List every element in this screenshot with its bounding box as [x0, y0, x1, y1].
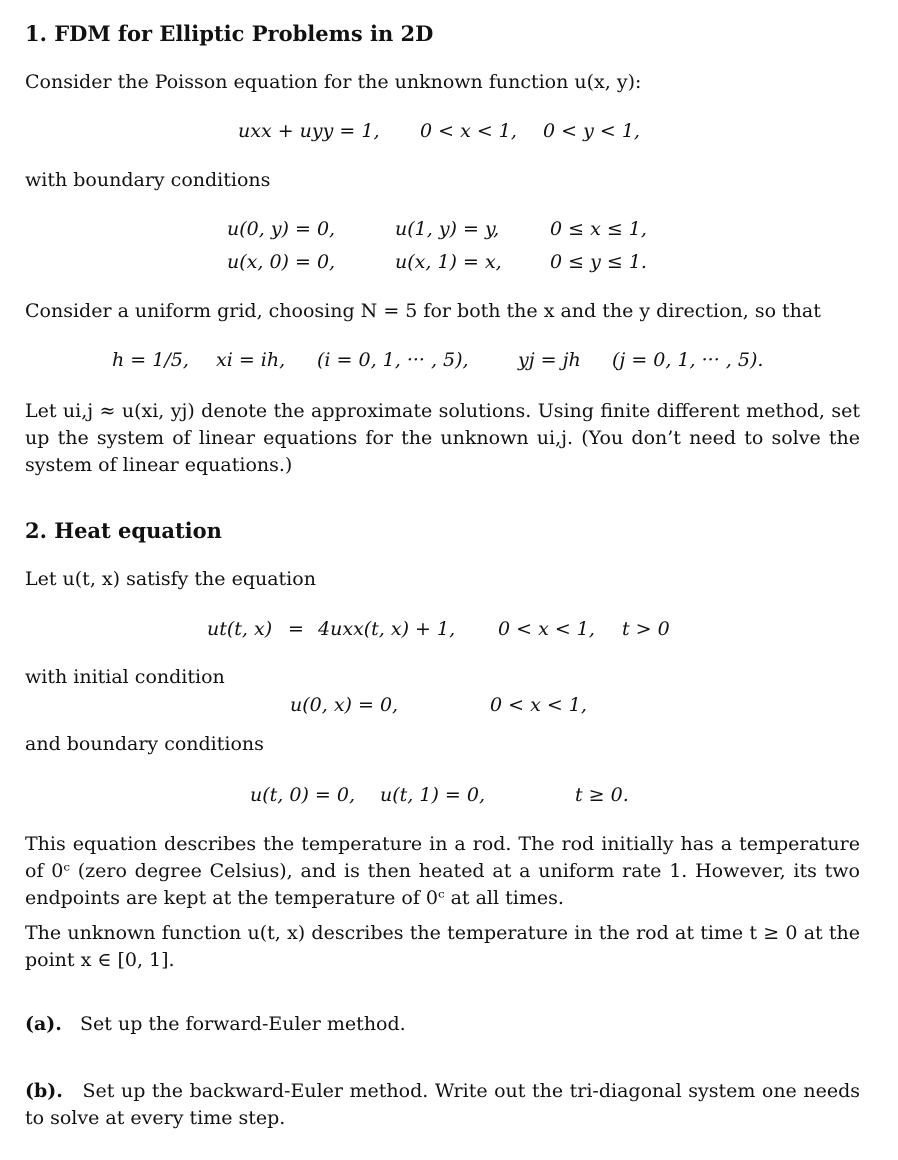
rod-description: This equation describes the temperature in a rod. The rod initially has a temperature of 0ᶜ (zero degree Celsius), and is then heated at a uniform rate 1. However, its two endpoints are kept at the temperature of 0ᶜ at all times. [25, 833, 860, 909]
bc-right-eq: u(1, y) = y, [395, 218, 500, 240]
grid-i-range: (i = 0, 1, ··· , 5), [317, 349, 469, 371]
bc-top-eq: u(x, 1) = x, [395, 251, 502, 273]
heat-eq-range-x: 0 < x < 1, [498, 618, 595, 640]
section-1-intro: Consider the Poisson equation for the unknown function u(x, y): [25, 71, 642, 93]
heat-eq-equals: = [288, 618, 304, 640]
bc-right: u(t, 1) = 0, [380, 784, 485, 806]
poisson-range-x: 0 < x < 1, [420, 120, 517, 142]
grid-step: h = 1/5, [112, 349, 189, 371]
section-2-bc-label: and boundary conditions [25, 733, 264, 755]
part-b-text: Set up the backward-Euler method. Write out the tri-diagonal system one needs to solve at every time step. [25, 1080, 860, 1129]
section-1-heading: 1. FDM for Elliptic Problems in 2D [25, 21, 434, 46]
heat-eq-rhs: 4uxx(t, x) + 1, [318, 618, 456, 640]
poisson-range-y: 0 < y < 1, [543, 120, 640, 142]
section-2-intro: Let u(t, x) satisfy the equation [25, 568, 316, 590]
bc-y-range: 0 ≤ y ≤ 1. [550, 251, 647, 273]
section-1-task: Let ui,j ≈ u(xi, yj) denote the approximate solutions. Using finite different method, set up the system of linear equations for the unknown ui,j. (You don’t need to solve the system of linear equations.) [25, 400, 860, 476]
part-a-text: Set up the forward-Euler method. [80, 1013, 406, 1035]
part-b-label: (b). [25, 1080, 63, 1102]
poisson-equation: uxx + uyy = 1, [238, 120, 380, 142]
grid-xi: xi = ih, [216, 349, 286, 371]
part-b [25, 1078, 860, 1132]
ic-label: with initial condition [25, 666, 225, 688]
heat-eq-lhs: ut(t, x) [207, 618, 273, 640]
section-2-heading: 2. Heat equation [25, 518, 222, 543]
ic-range: 0 < x < 1, [490, 694, 587, 716]
unknown-function-description: The unknown function u(t, x) describes the temperature in the rod at time t ≥ 0 at the point x ∈ [0, 1]. [25, 922, 860, 971]
ic-equation: u(0, x) = 0, [290, 694, 399, 716]
heat-eq-range-t: t > 0 [622, 618, 670, 640]
part-a [25, 1013, 406, 1035]
bc-time-range: t ≥ 0. [575, 784, 629, 806]
bc-bottom-eq: u(x, 0) = 0, [227, 251, 336, 273]
bc-left-eq: u(0, y) = 0, [227, 218, 336, 240]
grid-yj: yj = jh [518, 349, 581, 371]
grid-description: Consider a uniform grid, choosing N = 5 for both the x and the y direction, so that [25, 300, 821, 322]
bc-x-range: 0 ≤ x ≤ 1, [550, 218, 647, 240]
bc-left: u(t, 0) = 0, [250, 784, 355, 806]
grid-j-range: (j = 0, 1, ··· , 5). [612, 349, 764, 371]
section-1-bc-label: with boundary conditions [25, 169, 271, 191]
part-a-label: (a). [25, 1013, 62, 1035]
